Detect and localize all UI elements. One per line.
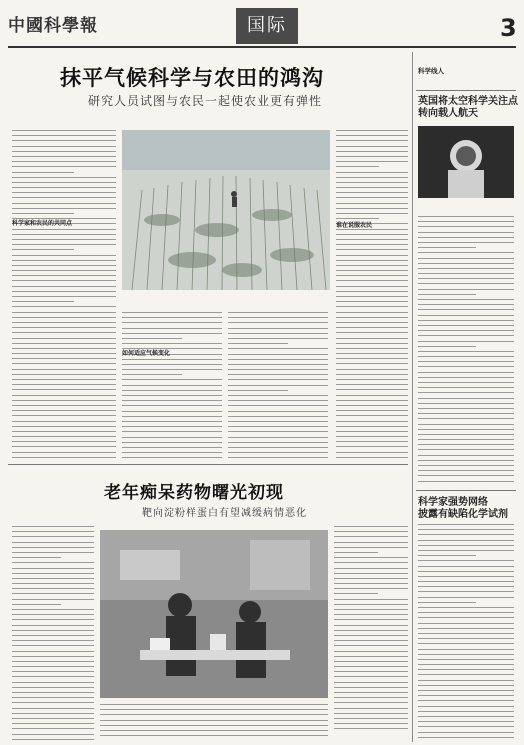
article2-headline: 老年痴呆药物曙光初现 (104, 483, 284, 503)
page-number: 3 (500, 14, 517, 42)
article1-column-4 (336, 130, 408, 460)
article-divider (8, 464, 408, 465)
sidebar-headline-2-line2: 披露有缺陷化学试剂 (418, 509, 508, 520)
article2-column-3 (334, 526, 408, 740)
article1-subheadline: 研究人员试图与农民一起使农业更有弹性 (88, 94, 323, 108)
sidebar-headline-1 (418, 96, 518, 120)
section-label: 国际 (236, 8, 298, 44)
sidebar-headline-1-line1: 英国将太空科学关注点 (418, 96, 518, 107)
sidebar-headline-1-line2: 转向载人航天 (418, 108, 478, 119)
sidebar-divider-2 (416, 490, 516, 491)
sidebar-article-2-body (418, 524, 514, 742)
sidebar-divider (412, 52, 413, 742)
article1-column-2 (122, 312, 222, 460)
field-photo (122, 130, 330, 290)
article1-subhead-2: 如何适应气候变化 (122, 350, 171, 357)
article2-subheadline: 靶向淀粉样蛋白有望减缓病情恶化 (142, 508, 307, 519)
sidebar-tag: 科学线人 (418, 67, 444, 75)
article1-column-3 (228, 312, 328, 460)
sidebar-headline-2 (418, 497, 508, 521)
article2-column-2 (100, 704, 328, 742)
sidebar-tag-rule (416, 90, 516, 91)
astronaut-photo (418, 126, 514, 198)
article1-subhead-1: 科学家和农民的共同点 (12, 220, 73, 227)
lab-photo (100, 530, 328, 698)
article1-column-1 (12, 130, 116, 460)
article1-subhead-3: 谁在说服农民 (336, 222, 373, 229)
sidebar-headline-2-line1: 科学家强势网络 (418, 497, 488, 508)
article2-column-1 (12, 526, 94, 740)
sidebar-article-1-body (418, 216, 514, 486)
newspaper-title: 中國科學報 (8, 16, 98, 36)
article1-headline: 抹平气候科学与农田的鸿沟 (60, 66, 324, 90)
masthead (8, 8, 516, 48)
